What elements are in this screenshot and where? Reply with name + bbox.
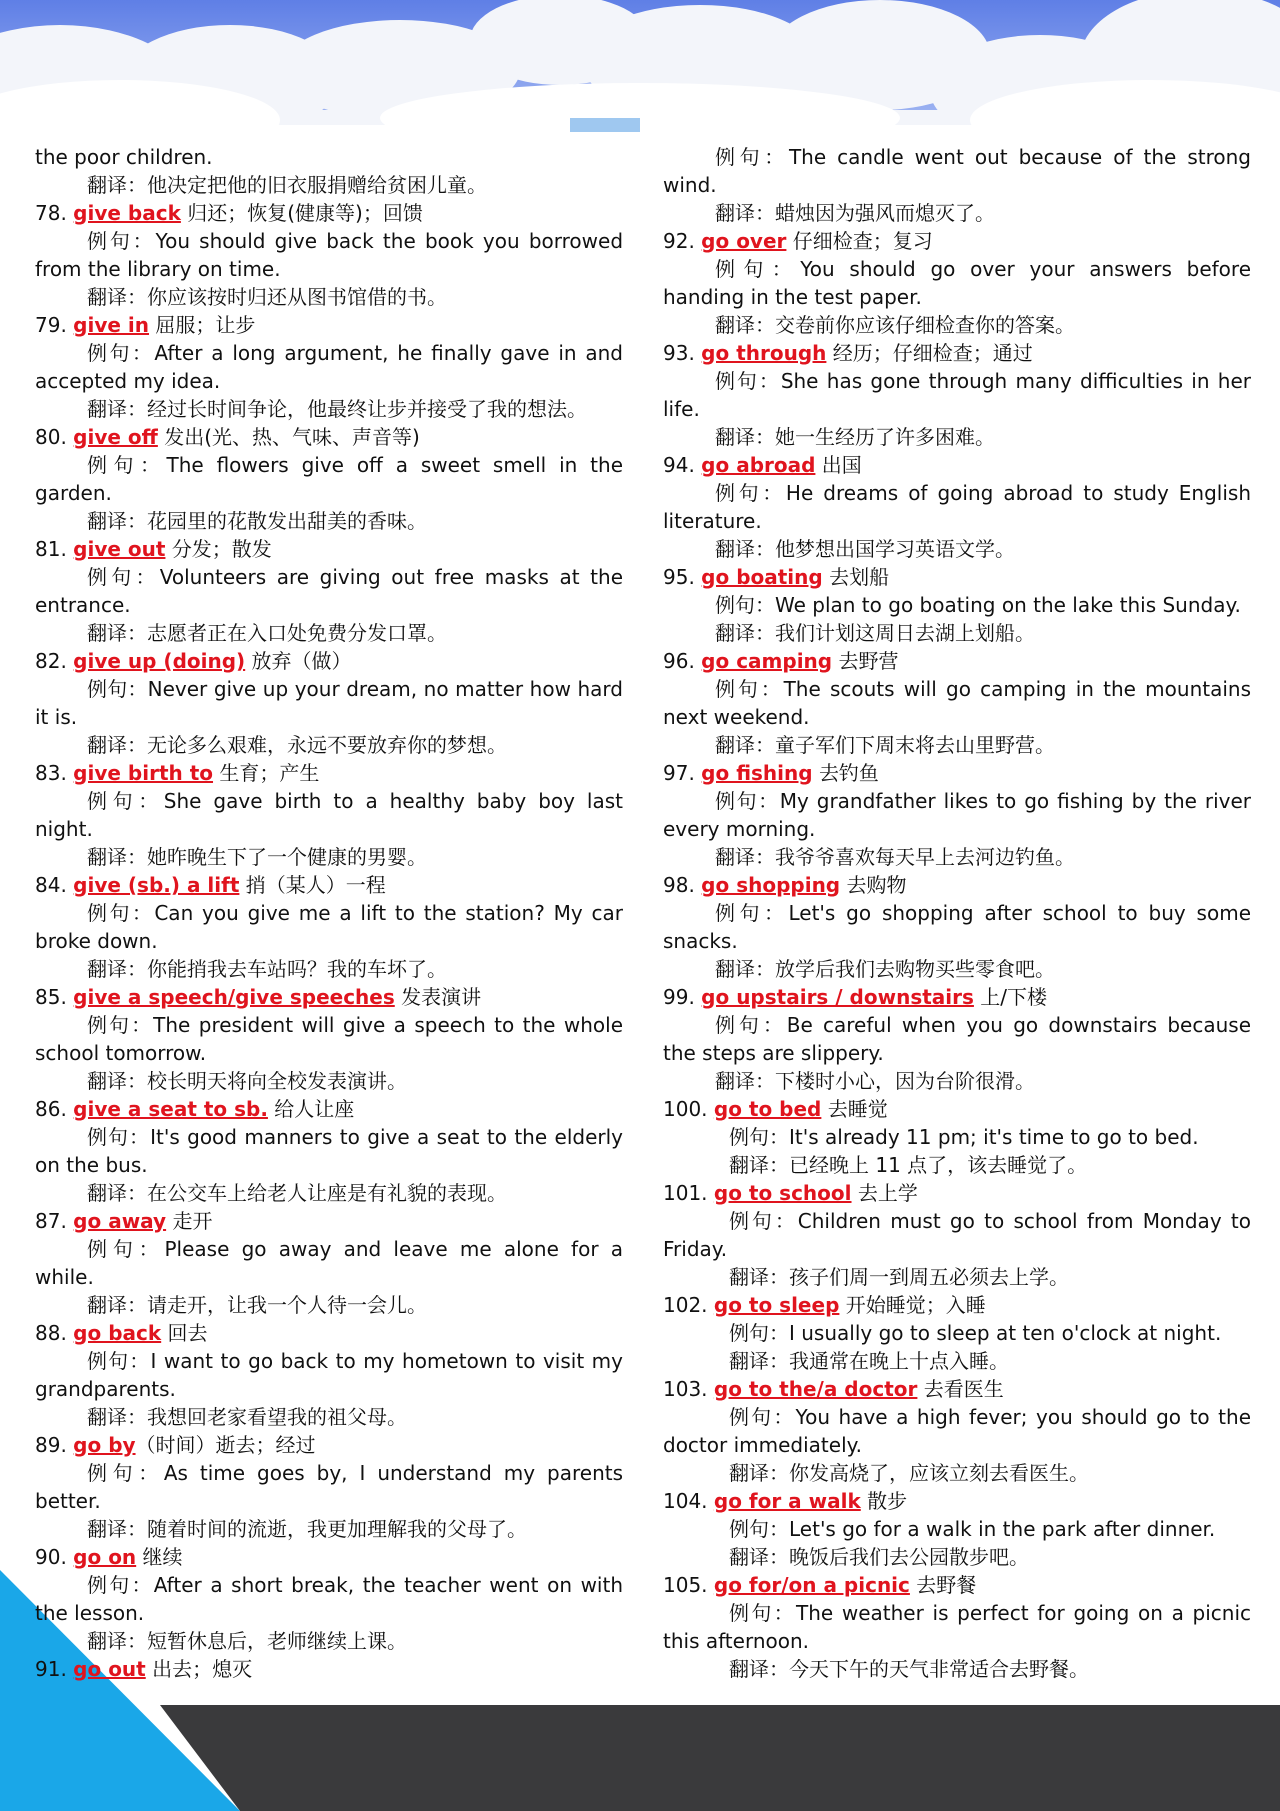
translation-line: 翻译：她一生经历了许多困难。 [715, 425, 995, 449]
phrase-entry-100: 100. go to bed 去睡觉 [663, 1097, 888, 1121]
phrase-term: give up (doing) [73, 649, 246, 673]
translation-line: 翻译：我想回老家看望我的祖父母。 [87, 1405, 407, 1429]
translation-line: 翻译：我们计划这周日去湖上划船。 [715, 621, 1035, 645]
translation-line: 翻译：放学后我们去购物买些零食吧。 [715, 957, 1055, 981]
phrase-entry-99: 99. go upstairs / downstairs 上/下楼 [663, 985, 1048, 1009]
phrase-entry-85: 85. give a speech/give speeches 发表演讲 [35, 985, 482, 1009]
translation-line: 翻译：在公交车上给老人让座是有礼貌的表现。 [87, 1181, 507, 1205]
translation-line: 翻译：你发高烧了，应该立刻去看医生。 [729, 1461, 1089, 1485]
phrase-term: give in [73, 313, 150, 337]
phrase-entry-83: 83. give birth to 生育；产生 [35, 761, 320, 785]
right-column [663, 143, 1251, 1683]
phrase-entry-91: 91. go out 出去；熄灭 [35, 1657, 253, 1681]
example-line: 例句：After a short break, the teacher went on with the lesson. [35, 1573, 624, 1625]
translation-line: 翻译：童子军们下周末将去山里野营。 [715, 733, 1055, 757]
phrase-term: go over [701, 229, 787, 253]
example-line: 例句：Be careful when you go downstairs because the steps are slippery. [663, 1013, 1252, 1065]
phrase-term: go shopping [701, 873, 841, 897]
example-line: 例句：As time goes by, I understand my parents better. [35, 1461, 624, 1513]
phrase-entry-102: 102. go to sleep 开始睡觉；入睡 [663, 1293, 986, 1317]
phrase-term: give a speech/give speeches [73, 985, 395, 1009]
translation-line: 翻译：随着时间的流逝，我更加理解我的父母了。 [87, 1517, 527, 1541]
phrase-term: give (sb.) a lift [73, 873, 240, 897]
phrase-term: go abroad [701, 453, 816, 477]
phrase-entry-78: 78. give back 归还；恢复(健康等)；回馈 [35, 201, 423, 225]
translation-line: 翻译：无论多么艰难，永远不要放弃你的梦想。 [87, 733, 507, 757]
phrase-term: go upstairs / downstairs [701, 985, 974, 1009]
example-line: 例句：You should go over your answers before handing in the test paper. [663, 257, 1251, 309]
phrase-entry-82: 82. give up (doing) 放弃（做） [35, 649, 352, 673]
translation-line: 翻译：孩子们周一到周五必须去上学。 [729, 1265, 1069, 1289]
phrase-entry-104: 104. go for a walk 散步 [663, 1489, 908, 1513]
phrase-term: go for/on a picnic [713, 1573, 910, 1597]
phrase-entry-96: 96. go camping 去野营 [663, 649, 899, 673]
translation-line: 翻译：我爷爷喜欢每天早上去河边钓鱼。 [715, 845, 1075, 869]
phrase-term: go to the/a doctor [713, 1377, 918, 1401]
phrase-term: go by [73, 1433, 136, 1457]
example-line: 例句：Children must go to school from Monday to Friday. [663, 1209, 1252, 1261]
example-line: 例句：The flowers give off a sweet smell in the garden. [35, 453, 624, 505]
phrase-entry-101: 101. go to school 去上学 [663, 1181, 918, 1205]
phrase-entry-92: 92. go over 仔细检查；复习 [663, 229, 933, 253]
phrase-term: go back [73, 1321, 162, 1345]
phrase-entry-90: 90. go on 继续 [35, 1545, 183, 1569]
phrase-entry-81: 81. give out 分发；散发 [35, 537, 272, 561]
translation-line: 翻译：下楼时小心，因为台阶很滑。 [715, 1069, 1035, 1093]
example-line: 例句：The weather is perfect for going on a picnic this afternoon. [663, 1601, 1252, 1653]
example-line: 例句：She gave birth to a healthy baby boy last night. [35, 789, 623, 841]
phrase-entry-84: 84. give (sb.) a lift 捎（某人）一程 [35, 873, 386, 897]
translation-line: 翻译：你应该按时归还从图书馆借的书。 [87, 285, 447, 309]
phrase-entry-98: 98. go shopping 去购物 [663, 873, 907, 897]
example-line: 例句：I usually go to sleep at ten o'clock at night. [729, 1321, 1222, 1345]
translation-line: 翻译：她昨晚生下了一个健康的男婴。 [87, 845, 427, 869]
translation-line: 翻译：短暂休息后，老师继续上课。 [87, 1629, 407, 1653]
translation-line: 翻译：花园里的花散发出甜美的香味。 [87, 509, 427, 533]
phrase-entry-103: 103. go to the/a doctor 去看医生 [663, 1377, 1004, 1401]
example-line: 例句：Let's go shopping after school to buy some snacks. [663, 901, 1251, 953]
translation-line: 翻译：校长明天将向全校发表演讲。 [87, 1069, 407, 1093]
phrase-term: go to bed [713, 1097, 822, 1121]
phrase-term: go through [701, 341, 827, 365]
example-line: 例句：It's already 11 pm; it's time to go to bed. [729, 1125, 1199, 1149]
example-line: 例句：The scouts will go camping in the mountains next weekend. [663, 677, 1252, 729]
translation-line: 翻译：你能捎我去车站吗？我的车坏了。 [87, 957, 447, 981]
phrase-term: go for a walk [713, 1489, 861, 1513]
phrase-term: go to sleep [713, 1293, 840, 1317]
phrase-entry-86: 86. give a seat to sb. 给人让座 [35, 1097, 355, 1121]
sky-cloud-banner [0, 0, 1280, 140]
example-line: 例句：He dreams of going abroad to study English literature. [663, 481, 1252, 533]
phrase-entry-105: 105. go for/on a picnic 去野餐 [663, 1573, 977, 1597]
translation-line: 翻译：志愿者正在入口处免费分发口罩。 [87, 621, 447, 645]
translation-line: 翻译：已经晚上 11 点了，该去睡觉了。 [729, 1153, 1088, 1177]
phrase-entry-95: 95. go boating 去划船 [663, 565, 890, 589]
phrase-term: go on [73, 1545, 137, 1569]
example-line: 例句：I want to go back to my hometown to visit my grandparents. [35, 1349, 623, 1401]
example-line: 例句：Volunteers are giving out free masks at the entrance. [35, 565, 623, 617]
example-line: 例句：The candle went out because of the strong wind. [663, 145, 1252, 197]
phrase-term: go boating [701, 565, 823, 589]
example-line: 例句：Can you give me a lift to the station? My car broke down. [35, 901, 623, 953]
phrase-entry-79: 79. give in 屈服；让步 [35, 313, 256, 337]
example-line: 例句：Please go away and leave me alone for a while. [35, 1237, 624, 1289]
translation-line: 翻译：蜡烛因为强风而熄灭了。 [715, 201, 995, 225]
example-line: 例句：You should give back the book you borrowed from the library on time. [35, 229, 624, 281]
phrase-term: give off [73, 425, 158, 449]
example-line: 例句：Let's go for a walk in the park after dinner. [729, 1517, 1216, 1541]
example-line: 例句：The president will give a speech to the whole school tomorrow. [35, 1013, 624, 1065]
phrase-term: go to school [713, 1181, 852, 1205]
translation-line: 翻译：我通常在晚上十点入睡。 [729, 1349, 1009, 1373]
phrase-entry-89: 89. go by（时间）逝去；经过 [35, 1433, 316, 1457]
translation-line: 翻译：今天下午的天气非常适合去野餐。 [729, 1657, 1089, 1681]
example-line: 例句：My grandfather likes to go fishing by the river every morning. [663, 789, 1252, 841]
phrase-entry-97: 97. go fishing 去钓鱼 [663, 761, 879, 785]
continuation-line: the poor children. [35, 145, 213, 169]
phrase-term: give a seat to sb. [73, 1097, 268, 1121]
phrase-term: give birth to [73, 761, 214, 785]
translation-line: 翻译：交卷前你应该仔细检查你的答案。 [715, 313, 1075, 337]
translation-line: 翻译：经过长时间争论，他最终让步并接受了我的想法。 [87, 397, 587, 421]
example-line: 例句：It's good manners to give a seat to the elderly on the bus. [35, 1125, 624, 1177]
phrase-entry-94: 94. go abroad 出国 [663, 453, 862, 477]
translation-line: 翻译：晚饭后我们去公园散步吧。 [729, 1545, 1029, 1569]
example-line: 例句：Never give up your dream, no matter how hard it is. [35, 677, 624, 729]
example-line: 例句：After a long argument, he finally gave in and accepted my idea. [35, 341, 623, 393]
example-line: 例句：We plan to go boating on the lake this Sunday. [715, 593, 1241, 617]
translation-line: 翻译：他决定把他的旧衣服捐赠给贫困儿童。 [87, 173, 487, 197]
phrase-term: go out [73, 1657, 146, 1681]
left-column [35, 143, 623, 1683]
example-line: 例句：She has gone through many difficulties in her life. [663, 369, 1252, 421]
phrase-entry-87: 87. go away 走开 [35, 1209, 213, 1233]
phrase-term: give out [73, 537, 166, 561]
phrase-entry-88: 88. go back 回去 [35, 1321, 208, 1345]
phrase-term: give back [73, 201, 181, 225]
phrase-entry-80: 80. give off 发出(光、热、气味、声音等) [35, 425, 420, 449]
translation-line: 翻译：他梦想出国学习英语文学。 [715, 537, 1015, 561]
example-line: 例句：You have a high fever; you should go to the doctor immediately. [663, 1405, 1251, 1457]
phrase-term: go camping [701, 649, 833, 673]
phrase-entry-93: 93. go through 经历；仔细检查；通过 [663, 341, 1033, 365]
phrase-term: go away [73, 1209, 167, 1233]
phrase-term: go fishing [701, 761, 813, 785]
translation-line: 翻译：请走开，让我一个人待一会儿。 [87, 1293, 427, 1317]
